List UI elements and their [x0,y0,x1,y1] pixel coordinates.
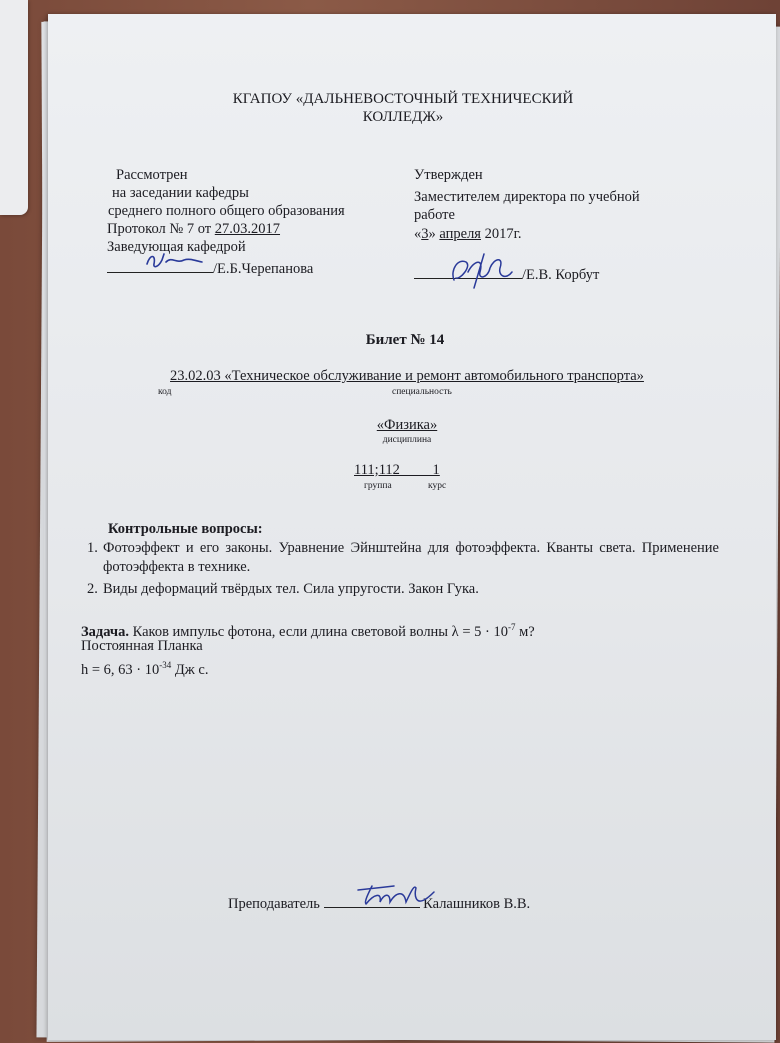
approved-label: Утвержден [414,167,483,183]
planck-exponent: -34 [159,660,172,670]
question-1 [87,539,719,577]
approved-date [414,226,522,243]
question-1-number: 1. [87,540,98,556]
protocol-date: 27.03.2017 [214,221,281,237]
head-signature [144,250,204,272]
teacher-name: Калашников В.В. [419,896,531,912]
group-course-values: 111;112 1 [354,462,440,478]
group-label: группа [364,481,392,491]
deputy-signature [444,250,518,290]
questions-heading: Контрольные вопросы: [108,521,263,537]
reviewed-label: Рассмотрен [116,167,188,183]
specialty-label: специальность [392,387,452,397]
head-signature-line [107,258,313,278]
question-1-text: Фотоэффект и его законы. Уравнение Эйнштейна для фотоэффекта. Кванты света. Применение фотоэффекта в технике. [103,540,719,575]
ticket-title: Билет № 14 [365,332,445,348]
teacher-role: Преподаватель [228,896,324,912]
question-2-number: 2. [87,581,98,597]
discipline-label: дисциплина [382,435,432,445]
task-label: Задача. [81,623,129,640]
course-label: курс [428,481,447,491]
approved-work: работе [414,207,455,223]
planck-value [81,657,209,679]
planck-prefix: h = 6, 63 · 10 [81,661,160,678]
head-signer-name: /Е.Б.Черепанова [213,261,314,277]
college-name-line2: КОЛЛЕДЖ» [362,109,444,125]
question-2-text: Виды деформаций твёрдых тел. Сила упругости. Закон Гука. [103,581,479,597]
background-paper-scrap [0,0,28,215]
question-2 [87,580,719,599]
date-quote-close: » [428,226,440,242]
task-text-end: м? [515,623,535,640]
deputy-signer-name: /Е.В. Корбут [522,267,600,283]
planck-suffix: Дж с. [171,661,209,678]
task-text: Каков импульс фотона, если длина световой волны λ = 5 · 10 [128,623,508,640]
teacher-signature [354,880,438,910]
college-name [48,90,758,126]
protocol-prefix: Протокол № 7 от [107,221,215,237]
college-name-line1: КГАПОУ «ДАЛЬНЕВОСТОЧНЫЙ ТЕХНИЧЕСКИЙ [232,91,574,107]
head-of-department-label: Заведующая кафедрой [107,239,246,255]
date-month: апреля [439,226,481,242]
date-day: 3 [421,226,429,242]
protocol-line [107,221,280,238]
date-year: 2017г. [480,226,522,242]
specialty: 23.02.03 «Техническое обслуживание и ремонт автомобильного транспорта» [170,368,644,384]
task-exponent-1: -7 [507,622,516,632]
reviewed-meeting: на заседании кафедры [112,185,249,201]
reviewed-department: среднего полного общего образования [108,203,345,219]
document-page [48,14,776,1040]
code-label: код [158,387,172,397]
discipline: «Физика» [376,417,438,433]
planck-label: Постоянная Планка [81,638,203,654]
approved-by-deputy: Заместителем директора по учебной [414,189,640,205]
date-quote-open: « [414,226,422,242]
